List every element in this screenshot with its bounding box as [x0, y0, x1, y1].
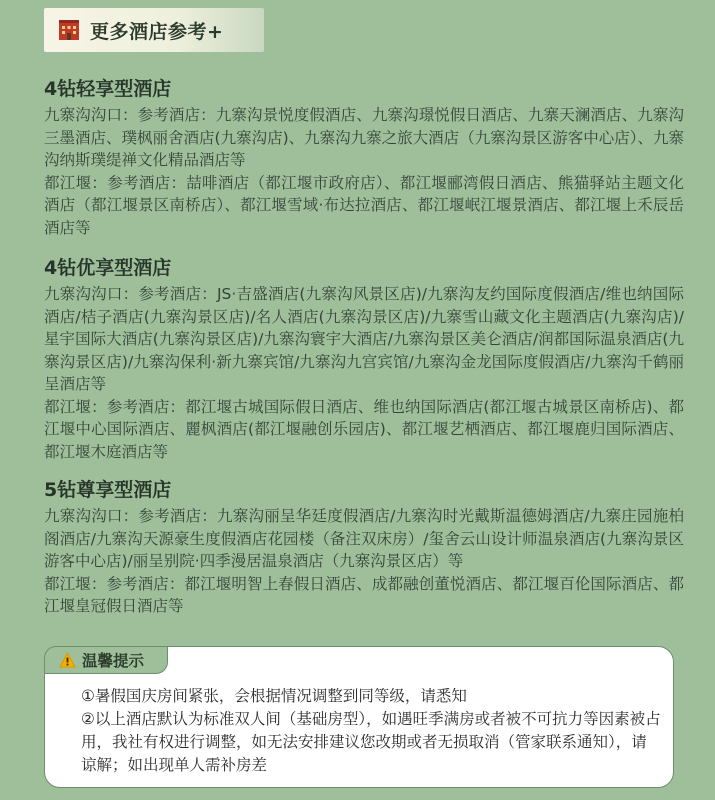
dujiangyan-hotels: 都江堰：参考酒店：都江堰古城国际假日酒店、维也纳国际酒店(都江堰古城景区南桥店)、都江堰中心国际酒店、麗枫酒店(都江堰融创乐园店)、都江堰艺栖酒店、都江堰鹿归国际酒店、都江堰木庭酒店等	[44, 397, 684, 461]
section-title: 4钻轻享型酒店	[44, 78, 172, 100]
jiuzhaigou-hotels: 九寨沟沟口：参考酒店：九寨沟丽呈华廷度假酒店/九寨沟时光戴斯温德姆酒店/九寨庄园施柏阁酒店/九寨沟天源豪生度假酒店花园楼（备注双床房）/玺舍云山设计师温泉酒店(九寨沟景区游客中心店)/丽呈别院·四季漫居温泉酒店（九寨沟景区店）等	[44, 507, 684, 570]
more-hotels-header	[44, 8, 264, 52]
warning-icon	[59, 652, 76, 668]
section-5-diamond-luxury	[44, 477, 684, 618]
tips-tab	[44, 646, 168, 674]
tip-item: ①暑假国庆房间紧张，会根据情况调整到同等级，请悉知	[81, 687, 467, 705]
section-title: 5钻尊享型酒店	[44, 479, 172, 501]
jiuzhaigou-hotels: 九寨沟沟口：参考酒店：JS·吉盛酒店(九寨沟风景区店)/九寨沟友约国际度假酒店/维也纳国际酒店/桔子酒店(九寨沟景区店)/名人酒店(九寨沟景区店)/九寨雪山藏文化主题酒店(九寨沟店)/星宇国际大酒店(九寨沟景区店)/九寨沟寰宇大酒店/九寨沟景区美仑酒店/润都国际温泉酒店(九寨沟景区店)/九寨沟保利·新九寨宾馆/九寨沟九宫宾馆/九寨沟金龙国际度假酒店/九寨沟千鹤丽呈酒店等	[44, 285, 684, 393]
tips-box	[44, 646, 674, 788]
tips-body	[81, 685, 661, 777]
dujiangyan-hotels: 都江堰：参考酒店：都江堰明智上春假日酒店、成都融创董悦酒店、都江堰百伦国际酒店、都江堰皇冠假日酒店等	[44, 574, 684, 615]
section-4-diamond-light	[44, 76, 684, 239]
section-title: 4钻优享型酒店	[44, 257, 172, 279]
dujiangyan-hotels: 都江堰：参考酒店：喆啡酒店（都江堰市政府店）、都江堰郦湾假日酒店、熊猫驿站主题文化酒店（都江堰景区南桥店）、都江堰雪域·布达拉酒店、都江堰岷江堰景酒店、都江堰上禾辰岳酒店等	[44, 173, 684, 237]
section-4-diamond-premium	[44, 255, 684, 463]
tips-title: 温馨提示	[82, 652, 145, 670]
jiuzhaigou-hotels: 九寨沟沟口：参考酒店：九寨沟景悦度假酒店、九寨沟璟悦假日酒店、九寨天澜酒店、九寨沟三墨酒店、璞枫丽舍酒店(九寨沟店)、九寨沟九寨之旅大酒店（九寨沟景区游客中心店）、九寨沟纳斯璞缇禅文化精品酒店等	[44, 106, 684, 169]
tip-item: ②以上酒店默认为标准双人间（基础房型），如遇旺季满房或者被不可抗力等因素被占用，我社有权进行调整，如无法安排建议您改期或者无损取消（管家联系通知），请谅解；如出现单人需补房差	[81, 710, 661, 774]
hotel-building-icon	[58, 19, 80, 41]
header-title: 更多酒店参考+	[90, 20, 224, 43]
